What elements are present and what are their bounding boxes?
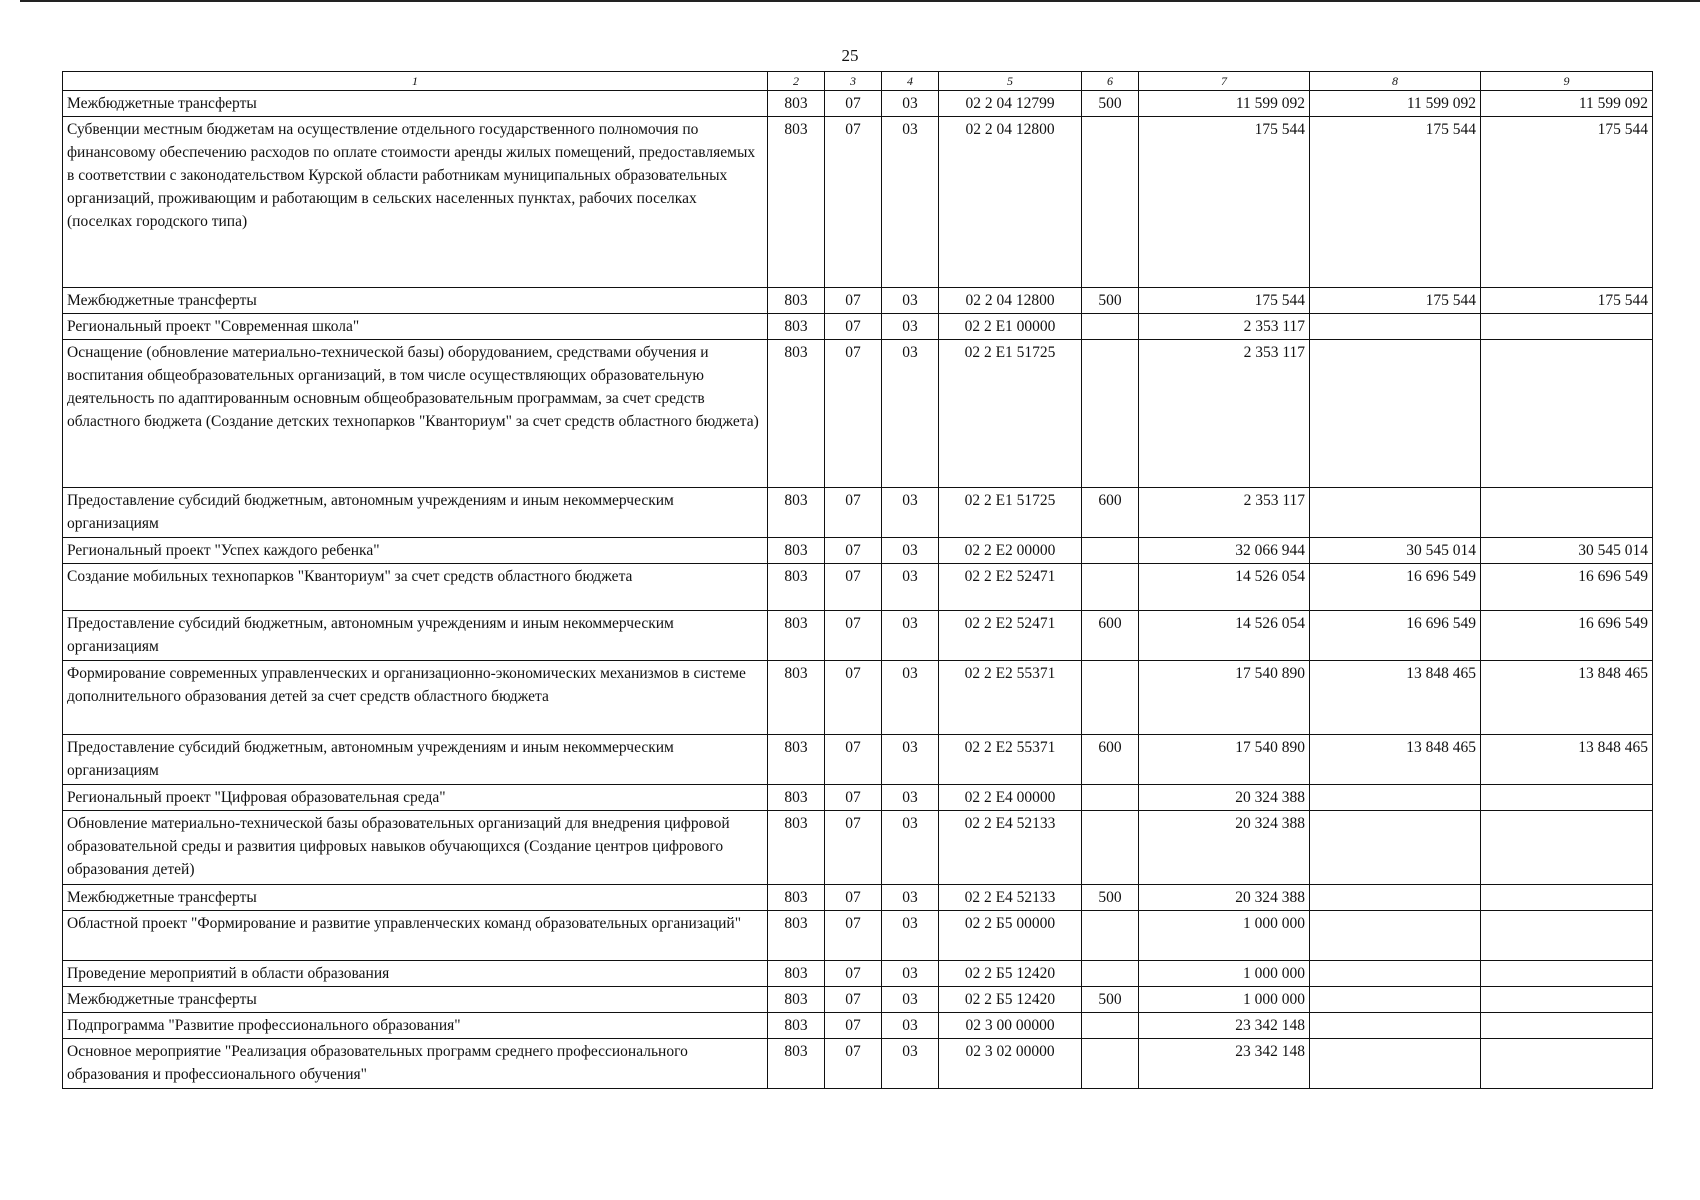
row-code-5-cell: 02 2 E2 55371: [939, 735, 1082, 785]
row-name-cell: Обновление материально-технической базы образовательных организаций для внедрения цифровой образовательной среды и развития цифровых навыков обучающихся (Создание центров цифрового образования детей): [63, 811, 768, 885]
row-amount-7-cell: 175 544: [1139, 117, 1310, 288]
row-amount-7-cell: 17 540 890: [1139, 661, 1310, 735]
table-row: [63, 811, 1653, 885]
row-amount-9-cell: [1481, 340, 1653, 488]
row-code-2-cell: 803: [768, 1013, 825, 1039]
row-code-4-cell: 03: [882, 911, 939, 961]
table-row: [63, 735, 1653, 785]
row-code-3-cell: 07: [825, 885, 882, 911]
row-code-3-cell: 07: [825, 340, 882, 488]
row-amount-7-cell: 20 324 388: [1139, 785, 1310, 811]
row-amount-8-cell: [1310, 811, 1481, 885]
row-code-4-cell: 03: [882, 1013, 939, 1039]
row-name-cell: Субвенции местным бюджетам на осуществление отдельного государственного полномочия по финансовому обеспечению расходов по оплате стоимости аренды жилых помещений, предоставляемых в соответствии с законодательством Курской области работникам муниципальных образовательных организаций, проживающим и работающим в сельских населенных пунктах, рабочих поселках (поселках городского типа): [63, 117, 768, 288]
row-name-cell: Региональный проект "Успех каждого ребенка": [63, 538, 768, 564]
row-code-4-cell: 03: [882, 564, 939, 611]
page-number: 25: [841, 46, 859, 65]
row-amount-7-cell: 23 342 148: [1139, 1039, 1310, 1089]
row-code-3-cell: 07: [825, 661, 882, 735]
row-code-3-cell: 07: [825, 91, 882, 117]
row-code-6-cell: [1082, 811, 1139, 885]
row-code-4-cell: 03: [882, 538, 939, 564]
row-name-cell: Межбюджетные трансферты: [63, 91, 768, 117]
col-header-2: 2: [768, 72, 825, 91]
table-row: [63, 987, 1653, 1013]
row-name-cell: Межбюджетные трансферты: [63, 885, 768, 911]
row-code-5-cell: 02 2 E2 55371: [939, 661, 1082, 735]
row-amount-9-cell: 13 848 465: [1481, 735, 1653, 785]
row-code-2-cell: 803: [768, 314, 825, 340]
row-amount-8-cell: [1310, 314, 1481, 340]
row-amount-9-cell: [1481, 811, 1653, 885]
row-amount-8-cell: [1310, 885, 1481, 911]
row-amount-8-cell: [1310, 340, 1481, 488]
row-code-3-cell: 07: [825, 1013, 882, 1039]
row-code-2-cell: 803: [768, 911, 825, 961]
row-code-4-cell: 03: [882, 735, 939, 785]
row-code-5-cell: 02 2 E1 51725: [939, 488, 1082, 538]
row-code-2-cell: 803: [768, 611, 825, 661]
row-amount-8-cell: 16 696 549: [1310, 564, 1481, 611]
row-code-3-cell: 07: [825, 288, 882, 314]
row-code-2-cell: 803: [768, 811, 825, 885]
row-code-5-cell: 02 2 E2 00000: [939, 538, 1082, 564]
row-code-3-cell: 07: [825, 117, 882, 288]
row-code-2-cell: 803: [768, 340, 825, 488]
row-code-4-cell: 03: [882, 288, 939, 314]
row-amount-9-cell: [1481, 785, 1653, 811]
row-code-6-cell: [1082, 911, 1139, 961]
table-row: [63, 340, 1653, 488]
row-amount-9-cell: [1481, 987, 1653, 1013]
row-amount-9-cell: 13 848 465: [1481, 661, 1653, 735]
row-amount-8-cell: [1310, 1013, 1481, 1039]
col-header-3: 3: [825, 72, 882, 91]
row-code-4-cell: 03: [882, 661, 939, 735]
row-code-6-cell: 600: [1082, 488, 1139, 538]
row-amount-9-cell: 16 696 549: [1481, 611, 1653, 661]
row-amount-7-cell: 17 540 890: [1139, 735, 1310, 785]
row-code-4-cell: 03: [882, 785, 939, 811]
row-amount-7-cell: 1 000 000: [1139, 987, 1310, 1013]
row-code-6-cell: [1082, 1013, 1139, 1039]
row-amount-7-cell: 14 526 054: [1139, 611, 1310, 661]
table-row: [63, 1039, 1653, 1089]
table-row: [63, 288, 1653, 314]
row-code-5-cell: 02 2 E4 52133: [939, 811, 1082, 885]
row-amount-7-cell: 2 353 117: [1139, 488, 1310, 538]
row-code-6-cell: [1082, 785, 1139, 811]
row-code-5-cell: 02 2 04 12800: [939, 288, 1082, 314]
row-code-6-cell: 500: [1082, 91, 1139, 117]
row-code-4-cell: 03: [882, 987, 939, 1013]
row-code-6-cell: [1082, 1039, 1139, 1089]
row-amount-9-cell: [1481, 488, 1653, 538]
table-row: [63, 911, 1653, 961]
row-code-6-cell: [1082, 961, 1139, 987]
row-code-6-cell: [1082, 117, 1139, 288]
col-header-6: 6: [1082, 72, 1139, 91]
row-code-3-cell: 07: [825, 911, 882, 961]
row-amount-7-cell: 32 066 944: [1139, 538, 1310, 564]
row-amount-7-cell: 23 342 148: [1139, 1013, 1310, 1039]
row-amount-9-cell: 11 599 092: [1481, 91, 1653, 117]
row-code-5-cell: 02 2 E2 52471: [939, 564, 1082, 611]
row-code-2-cell: 803: [768, 785, 825, 811]
row-code-2-cell: 803: [768, 288, 825, 314]
row-code-4-cell: 03: [882, 91, 939, 117]
row-code-2-cell: 803: [768, 885, 825, 911]
row-code-6-cell: 600: [1082, 735, 1139, 785]
row-code-5-cell: 02 2 04 12799: [939, 91, 1082, 117]
row-amount-9-cell: [1481, 1039, 1653, 1089]
row-code-3-cell: 07: [825, 538, 882, 564]
row-amount-7-cell: 1 000 000: [1139, 911, 1310, 961]
row-amount-8-cell: 11 599 092: [1310, 91, 1481, 117]
col-header-8: 8: [1310, 72, 1481, 91]
table-row: [63, 611, 1653, 661]
row-code-5-cell: 02 2 Б5 12420: [939, 961, 1082, 987]
col-header-5: 5: [939, 72, 1082, 91]
row-code-2-cell: 803: [768, 538, 825, 564]
row-amount-7-cell: 1 000 000: [1139, 961, 1310, 987]
table-row: [63, 661, 1653, 735]
row-code-5-cell: 02 2 04 12800: [939, 117, 1082, 288]
row-amount-8-cell: 16 696 549: [1310, 611, 1481, 661]
row-code-3-cell: 07: [825, 1039, 882, 1089]
row-code-4-cell: 03: [882, 961, 939, 987]
row-code-2-cell: 803: [768, 488, 825, 538]
row-amount-7-cell: 14 526 054: [1139, 564, 1310, 611]
row-amount-8-cell: 13 848 465: [1310, 735, 1481, 785]
col-header-1: 1: [63, 72, 768, 91]
row-code-4-cell: 03: [882, 314, 939, 340]
row-amount-9-cell: 16 696 549: [1481, 564, 1653, 611]
row-amount-7-cell: 11 599 092: [1139, 91, 1310, 117]
table-row: [63, 1013, 1653, 1039]
row-code-4-cell: 03: [882, 885, 939, 911]
row-amount-9-cell: 175 544: [1481, 288, 1653, 314]
col-header-9: 9: [1481, 72, 1653, 91]
row-code-3-cell: 07: [825, 611, 882, 661]
row-amount-8-cell: [1310, 987, 1481, 1013]
row-code-6-cell: [1082, 564, 1139, 611]
row-name-cell: Проведение мероприятий в области образования: [63, 961, 768, 987]
row-amount-9-cell: [1481, 1013, 1653, 1039]
row-code-6-cell: 500: [1082, 885, 1139, 911]
row-code-2-cell: 803: [768, 1039, 825, 1089]
row-code-3-cell: 07: [825, 785, 882, 811]
row-code-3-cell: 07: [825, 987, 882, 1013]
row-code-6-cell: 500: [1082, 288, 1139, 314]
row-code-4-cell: 03: [882, 488, 939, 538]
row-name-cell: Региональный проект "Современная школа": [63, 314, 768, 340]
row-code-4-cell: 03: [882, 811, 939, 885]
top-page-rule: [20, 0, 1700, 2]
row-code-6-cell: 500: [1082, 987, 1139, 1013]
row-code-3-cell: 07: [825, 564, 882, 611]
table-row: [63, 538, 1653, 564]
row-amount-8-cell: [1310, 488, 1481, 538]
row-name-cell: Предоставление субсидий бюджетным, автономным учреждениям и иным некоммерческим организациям: [63, 735, 768, 785]
row-amount-7-cell: 2 353 117: [1139, 340, 1310, 488]
row-code-5-cell: 02 2 Б5 00000: [939, 911, 1082, 961]
budget-table: [62, 71, 1653, 1089]
row-name-cell: Оснащение (обновление материально-технической базы) оборудованием, средствами обучения и воспитания общеобразовательных организаций, в том числе осуществляющих образовательную деятельность по адаптированным основным общеобразовательным программам, за счет средств областного бюджета (Создание детских технопарков "Кванториум" за счет средств областного бюджета): [63, 340, 768, 488]
row-name-cell: Подпрограмма "Развитие профессионального образования": [63, 1013, 768, 1039]
table-row: [63, 91, 1653, 117]
row-code-2-cell: 803: [768, 91, 825, 117]
row-code-6-cell: [1082, 538, 1139, 564]
table-row: [63, 564, 1653, 611]
row-name-cell: Региональный проект "Цифровая образовательная среда": [63, 785, 768, 811]
row-code-3-cell: 07: [825, 961, 882, 987]
row-amount-8-cell: [1310, 911, 1481, 961]
row-code-4-cell: 03: [882, 117, 939, 288]
table-row: [63, 785, 1653, 811]
row-code-5-cell: 02 2 Б5 12420: [939, 987, 1082, 1013]
row-name-cell: Создание мобильных технопарков "Кванториум" за счет средств областного бюджета: [63, 564, 768, 611]
row-amount-8-cell: 13 848 465: [1310, 661, 1481, 735]
table-row: [63, 314, 1653, 340]
row-code-5-cell: 02 2 E4 00000: [939, 785, 1082, 811]
row-code-3-cell: 07: [825, 811, 882, 885]
row-amount-9-cell: 175 544: [1481, 117, 1653, 288]
row-code-2-cell: 803: [768, 661, 825, 735]
table-row: [63, 885, 1653, 911]
row-code-3-cell: 07: [825, 735, 882, 785]
row-amount-8-cell: 30 545 014: [1310, 538, 1481, 564]
row-amount-7-cell: 20 324 388: [1139, 885, 1310, 911]
row-name-cell: Предоставление субсидий бюджетным, автономным учреждениям и иным некоммерческим организациям: [63, 488, 768, 538]
table-row: [63, 961, 1653, 987]
row-code-4-cell: 03: [882, 611, 939, 661]
row-code-2-cell: 803: [768, 117, 825, 288]
row-amount-9-cell: 30 545 014: [1481, 538, 1653, 564]
row-amount-7-cell: 20 324 388: [1139, 811, 1310, 885]
row-code-6-cell: 600: [1082, 611, 1139, 661]
row-code-5-cell: 02 3 02 00000: [939, 1039, 1082, 1089]
row-amount-7-cell: 2 353 117: [1139, 314, 1310, 340]
header-row: [63, 72, 1653, 91]
row-amount-8-cell: 175 544: [1310, 288, 1481, 314]
table-row: [63, 488, 1653, 538]
row-code-5-cell: 02 2 E1 00000: [939, 314, 1082, 340]
row-amount-9-cell: [1481, 961, 1653, 987]
row-amount-7-cell: 175 544: [1139, 288, 1310, 314]
row-code-6-cell: [1082, 314, 1139, 340]
col-header-4: 4: [882, 72, 939, 91]
row-code-2-cell: 803: [768, 735, 825, 785]
row-code-6-cell: [1082, 661, 1139, 735]
row-code-2-cell: 803: [768, 987, 825, 1013]
row-code-3-cell: 07: [825, 488, 882, 538]
row-name-cell: Предоставление субсидий бюджетным, автономным учреждениям и иным некоммерческим организациям: [63, 611, 768, 661]
row-amount-8-cell: [1310, 961, 1481, 987]
row-amount-9-cell: [1481, 911, 1653, 961]
row-name-cell: Межбюджетные трансферты: [63, 987, 768, 1013]
row-amount-8-cell: [1310, 1039, 1481, 1089]
row-code-5-cell: 02 2 E2 52471: [939, 611, 1082, 661]
row-amount-8-cell: [1310, 785, 1481, 811]
col-header-7: 7: [1139, 72, 1310, 91]
table-body: [63, 91, 1653, 1089]
row-name-cell: Формирование современных управленческих и организационно-экономических механизмов в системе дополнительного образования детей за счет средств областного бюджета: [63, 661, 768, 735]
row-code-5-cell: 02 2 E1 51725: [939, 340, 1082, 488]
row-amount-9-cell: [1481, 885, 1653, 911]
row-code-2-cell: 803: [768, 961, 825, 987]
row-amount-8-cell: 175 544: [1310, 117, 1481, 288]
row-name-cell: Основное мероприятие "Реализация образовательных программ среднего профессионального образования и профессионального обучения": [63, 1039, 768, 1089]
row-code-2-cell: 803: [768, 564, 825, 611]
row-name-cell: Межбюджетные трансферты: [63, 288, 768, 314]
row-name-cell: Областной проект "Формирование и развитие управленческих команд образовательных организаций": [63, 911, 768, 961]
row-code-5-cell: 02 3 00 00000: [939, 1013, 1082, 1039]
row-amount-9-cell: [1481, 314, 1653, 340]
row-code-3-cell: 07: [825, 314, 882, 340]
row-code-4-cell: 03: [882, 340, 939, 488]
row-code-5-cell: 02 2 E4 52133: [939, 885, 1082, 911]
table-row: [63, 117, 1653, 288]
row-code-6-cell: [1082, 340, 1139, 488]
row-code-4-cell: 03: [882, 1039, 939, 1089]
